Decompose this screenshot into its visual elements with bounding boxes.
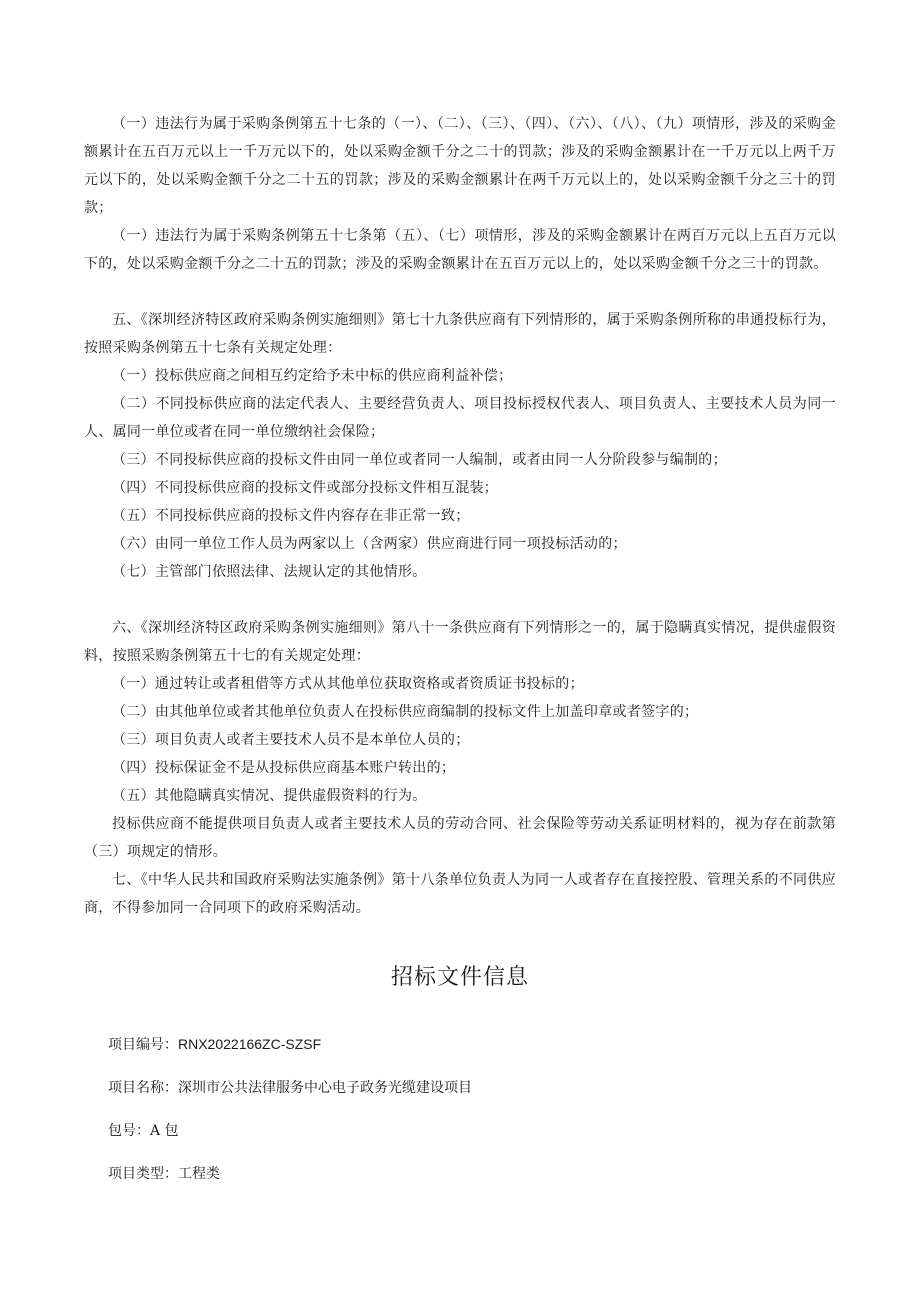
project-number-value: RNX2022166ZC-SZSF (178, 1036, 322, 1052)
list-item: （四）不同投标供应商的投标文件或部分投标文件相互混装； (112, 480, 499, 496)
list-item: （一）通过转让或者租借等方式从其他单位获取资格或者资质证书投标的； (112, 676, 584, 692)
project-name-row (108, 1077, 472, 1097)
project-name-label: 项目名称： (108, 1080, 178, 1096)
project-type-row (108, 1163, 220, 1183)
package-value: A 包 (150, 1123, 179, 1139)
list-item: （一）投标供应商之间相互约定给予未中标的供应商利益补偿； (112, 368, 513, 384)
section-five-intro: 五、《深圳经济特区政府采购条例实施细则》第七十九条供应商有下列情形的，属于采购条例所称的串通投标行为，按照采购条例第五十七条有关规定处理： (84, 312, 836, 356)
list-item: （三）不同投标供应商的投标文件由同一单位或者同一人编制，或者由同一人分阶段参与编制的； (112, 452, 727, 468)
list-item: （五）不同投标供应商的投标文件内容存在非正常一致； (112, 508, 470, 524)
list-item: （六）由同一单位工作人员为两家以上（含两家）供应商进行同一项投标活动的； (112, 536, 627, 552)
list-item: （二）不同投标供应商的法定代表人、主要经营负责人、项目投标授权代表人、项目负责人、主要技术人员为同一人、属同一单位或者在同一单位缴纳社会保险； (84, 396, 836, 440)
spacer (84, 586, 836, 614)
paragraph-penalty-1: （一）违法行为属于采购条例第五十七条的（一）、（二）、（三）、（四）、（六）、（八）、（九）项情形，涉及的采购金额累计在五百万元以上一千万元以下的，处以采购金额千分之二十的罚款；涉及的采购金额累计在一千万元以上两千万元以下的，处以采购金额千分之二十五的罚款；涉及的采购金额累计在两千万元以上的，处以采购金额千分之三十的罚款； (84, 116, 836, 216)
section-seven: 七、《中华人民共和国政府采购法实施条例》第十八条单位负责人为同一人或者存在直接控股、管理关系的不同供应商，不得参加同一合同项下的政府采购活动。 (84, 872, 836, 916)
list-item: （四）投标保证金不是从投标供应商基本账户转出的； (112, 760, 456, 776)
package-label: 包号： (108, 1123, 150, 1139)
paragraph-penalty-2: （一）违法行为属于采购条例第五十七条第（五）、（七）项情形，涉及的采购金额累计在两百万元以上五百万元以下的，处以采购金额千分之二十五的罚款；涉及的采购金额累计在五百万元以上的，处以采购金额千分之三十的罚款。 (84, 228, 836, 272)
section-six-note: 投标供应商不能提供项目负责人或者主要技术人员的劳动合同、社会保险等劳动关系证明材料的，视为存在前款第（三）项规定的情形。 (84, 816, 836, 860)
list-item: （三）项目负责人或者主要技术人员不是本单位人员的； (112, 732, 470, 748)
project-type-label: 项目类型： (108, 1166, 178, 1182)
project-number-label: 项目编号： (108, 1037, 178, 1053)
tender-info-title: 招标文件信息 (390, 965, 529, 990)
section-six-intro: 六、《深圳经济特区政府采购条例实施细则》第八十一条供应商有下列情形之一的，属于隐瞒真实情况，提供虚假资料，按照采购条例第五十七的有关规定处理： (84, 620, 836, 664)
list-item: （五）其他隐瞒真实情况、提供虚假资料的行为。 (112, 788, 427, 804)
project-type-value: 工程类 (178, 1166, 220, 1182)
list-item: （二）由其他单位或者其他单位负责人在投标供应商编制的投标文件上加盖印章或者签字的； (112, 704, 699, 720)
project-number-row (108, 1034, 321, 1054)
package-row (108, 1120, 179, 1140)
list-item: （七）主管部门依照法律、法规认定的其他情形。 (112, 564, 427, 580)
project-name-value: 深圳市公共法律服务中心电子政务光缆建设项目 (178, 1080, 472, 1096)
spacer (84, 278, 836, 306)
document-body (84, 110, 836, 922)
